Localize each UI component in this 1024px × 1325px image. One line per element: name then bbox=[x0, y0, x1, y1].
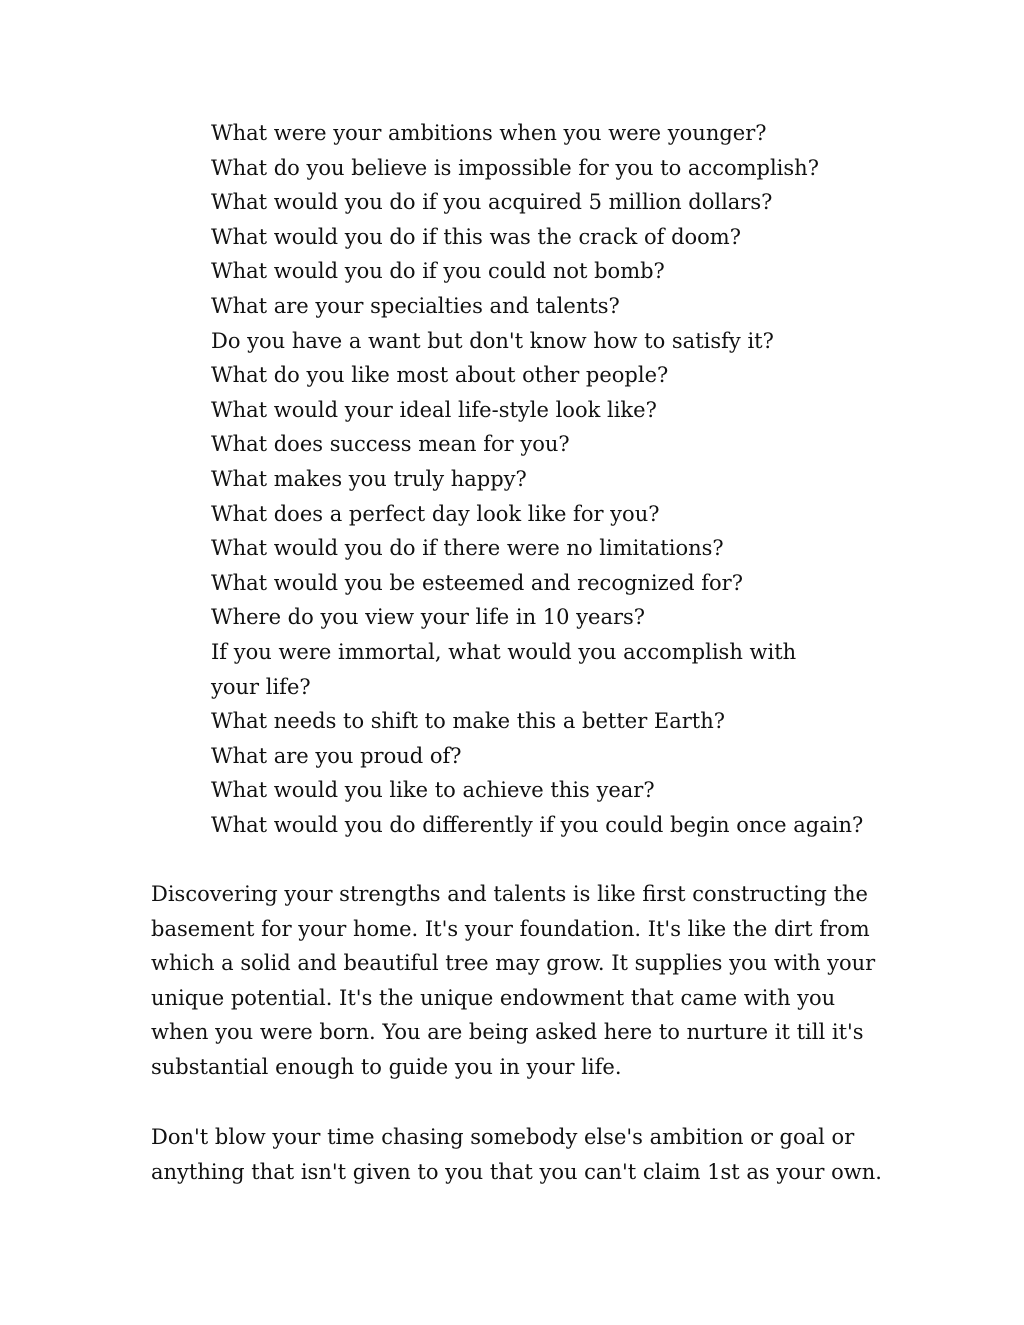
question-item bbox=[211, 358, 871, 393]
question-item bbox=[211, 427, 871, 462]
question-item bbox=[211, 151, 871, 186]
question-text: What does success mean for you? bbox=[211, 432, 570, 457]
paragraph-line: when you were born. You are being asked here to nurture it till it's bbox=[151, 1020, 864, 1045]
question-item bbox=[211, 289, 871, 324]
question-text: What makes you truly happy? bbox=[211, 466, 527, 491]
question-text: Do you have a want but don't know how to satisfy it? bbox=[211, 328, 774, 353]
question-text: What would you be esteemed and recognized for? bbox=[211, 570, 743, 595]
question-text: What do you believe is impossible for you to accomplish? bbox=[211, 155, 819, 180]
question-item bbox=[211, 324, 871, 359]
question-item bbox=[211, 531, 871, 566]
question-text: What would you do if you acquired 5 million dollars? bbox=[211, 190, 773, 215]
question-item bbox=[211, 462, 871, 497]
paragraph-line: Don't blow your time chasing somebody else's ambition or goal or bbox=[151, 1125, 855, 1149]
question-text: What would you do if this was the crack of doom? bbox=[211, 224, 741, 249]
question-item bbox=[211, 185, 871, 220]
question-text: What are your specialties and talents? bbox=[211, 293, 620, 318]
question-text: What were your ambitions when you were younger? bbox=[211, 121, 767, 145]
question-text: If you were immortal, what would you accomplish with bbox=[211, 639, 797, 664]
question-text: What do you like most about other people? bbox=[211, 363, 669, 388]
question-text-continuation: your life? bbox=[211, 674, 311, 699]
paragraph-line: unique potential. It's the unique endowment that came with you bbox=[151, 985, 836, 1010]
question-text: Where do you view your life in 10 years? bbox=[211, 605, 646, 630]
question-item bbox=[211, 497, 871, 532]
question-text: What would you do if there were no limitations? bbox=[211, 536, 724, 561]
question-text: What would you do if you could not bomb? bbox=[211, 259, 665, 284]
paragraph-line: basement for your home. It's your foundation. It's like the dirt from bbox=[151, 916, 870, 941]
question-text: What needs to shift to make this a better Earth? bbox=[211, 709, 726, 734]
question-text: What would you like to achieve this year? bbox=[211, 778, 655, 803]
question-item bbox=[211, 393, 871, 428]
ambition-paragraph bbox=[151, 1120, 891, 1189]
question-text: What would you do differently if you could begin once again? bbox=[211, 812, 864, 837]
question-text: What would your ideal life-style look like? bbox=[211, 397, 657, 422]
paragraph-line: anything that isn't given to you that you can't claim 1st as your own. bbox=[151, 1159, 882, 1184]
question-text: What does a perfect day look like for you? bbox=[211, 501, 660, 526]
paragraph-line: Discovering your strengths and talents is like first constructing the bbox=[151, 882, 868, 906]
question-item bbox=[211, 808, 871, 843]
question-item bbox=[211, 220, 871, 255]
question-item bbox=[211, 116, 871, 151]
question-text: What are you proud of? bbox=[211, 743, 462, 768]
question-item bbox=[211, 635, 871, 704]
question-list bbox=[211, 116, 871, 842]
strengths-paragraph bbox=[151, 877, 891, 1085]
question-item bbox=[211, 704, 871, 739]
paragraph-line: substantial enough to guide you in your life. bbox=[151, 1054, 622, 1079]
paragraph-line: which a solid and beautiful tree may grow. It supplies you with your bbox=[151, 951, 876, 976]
question-item bbox=[211, 566, 871, 601]
question-item bbox=[211, 600, 871, 635]
question-item bbox=[211, 739, 871, 774]
question-item bbox=[211, 254, 871, 289]
question-item bbox=[211, 773, 871, 808]
